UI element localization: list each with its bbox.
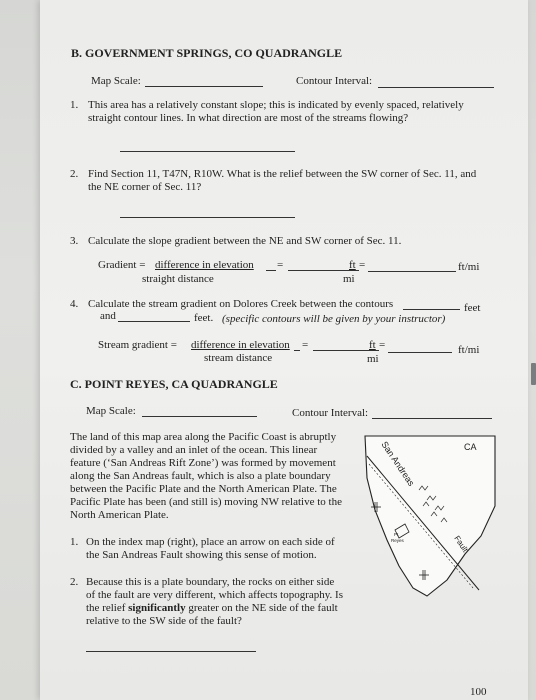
- section-c-map-scale-blank[interactable]: [142, 416, 257, 417]
- stream-mi-unit: mi: [367, 353, 379, 365]
- section-c-heading: C. POINT REYES, CA QUADRANGLE: [70, 377, 278, 391]
- q-b4-contour1-blank[interactable]: [403, 309, 460, 310]
- gradient-ftmi-unit: ft/mi: [458, 261, 480, 273]
- q-b4-instructor-note: (specific contours will be given by your instructor): [222, 313, 446, 325]
- q-b4-number: 4.: [70, 298, 79, 310]
- q-c1-number: 1.: [70, 536, 79, 548]
- q-c2-answer-blank[interactable]: [86, 651, 256, 652]
- q-c2-text-line4: relative to the SW side of the fault?: [86, 615, 242, 627]
- q-c2-text-line2: of the fault are very different, which affects topography. Is: [86, 589, 343, 601]
- section-b-map-scale-blank[interactable]: [145, 86, 263, 87]
- section-c-map-scale-label: Map Scale:: [86, 405, 136, 417]
- stream-ft-unit: ft: [369, 339, 376, 351]
- coastline-outline: [365, 436, 495, 596]
- q-c1-text-line1: On the index map (right), place an arrow on each side of: [86, 536, 335, 548]
- stream-gradient-label: Stream gradient =: [98, 339, 177, 351]
- q-b1-answer-blank[interactable]: [120, 151, 295, 152]
- section-c-contour-interval-blank[interactable]: [372, 418, 492, 419]
- section-c-contour-interval-label: Contour Interval:: [292, 407, 369, 419]
- index-map[interactable]: [361, 428, 499, 598]
- q-b2-number: 2.: [70, 168, 79, 180]
- section-b-contour-interval-label: Contour Interval:: [296, 75, 373, 87]
- intro-line-4: along the San Andreas fault, which is also a plate boundary: [70, 470, 331, 482]
- scroll-edge-marker: [531, 363, 536, 385]
- q-c2-greater: greater on the NE side of the fault: [188, 602, 338, 614]
- map-label-pt: Pt.: [394, 532, 400, 537]
- intro-line-5: between the Pacific Plate and the North American Plate. The: [70, 483, 337, 495]
- stream-numerator-rule: [294, 350, 300, 351]
- q-b4-feet-period: feet.: [194, 312, 214, 324]
- gradient-numerator-rule: [266, 270, 276, 271]
- gradient-mi-unit: mi: [343, 273, 355, 285]
- q-c2-significantly: significantly: [128, 602, 186, 614]
- q-c2-text-line1: Because this is a plate boundary, the rocks on either side: [86, 576, 335, 588]
- map-label-fault: Fault: [452, 534, 470, 554]
- q-b1-text-line1: This area has a relatively constant slope; this is indicated by evenly spaced, relatively: [88, 99, 464, 111]
- intro-line-2: divided by a valley and an inlet of the ocean. This linear: [70, 444, 318, 456]
- stream-equals-2: =: [379, 339, 386, 351]
- map-label-reyes: Reyes: [391, 538, 404, 543]
- q-c2-relief: the relief: [86, 602, 126, 614]
- q-b4-contour2-blank[interactable]: [118, 321, 190, 322]
- q-b2-text-line2: the NE corner of Sec. 11?: [88, 181, 202, 193]
- q-b4-and: and: [100, 310, 116, 322]
- gradient-ft-unit: ft: [349, 259, 356, 271]
- stream-gradient-numerator: difference in elevation: [191, 339, 290, 351]
- q-c1-text-line2: the San Andreas Fault showing this sense of motion.: [86, 549, 317, 561]
- q-b2-answer-blank[interactable]: [120, 217, 295, 218]
- q-c2-text-line3: [86, 602, 338, 615]
- intro-line-6: Pacific Plate has been (and still is) moving NW relative to the: [70, 496, 342, 508]
- gradient-equals-2: =: [359, 259, 366, 271]
- section-b-map-scale-label: Map Scale:: [91, 75, 141, 87]
- intro-line-7: North American Plate.: [70, 509, 169, 521]
- q-b2-text-line1: Find Section 11, T47N, R10W. What is the relief between the SW corner of Sec. 11, and: [88, 168, 477, 180]
- gradient-denominator: straight distance: [142, 273, 214, 285]
- map-label-ca: CA: [464, 442, 477, 452]
- stream-fraction-bar: [357, 350, 379, 351]
- q-b3-number: 3.: [70, 235, 79, 247]
- stream-ftmi-unit: ft/mi: [458, 344, 480, 356]
- q-b4-feet-unit: feet: [464, 302, 481, 314]
- gradient-fraction-bar: [337, 270, 359, 271]
- q-b3-text: Calculate the slope gradient between the NE and SW corner of Sec. 11.: [88, 235, 402, 247]
- gradient-label: Gradient =: [98, 259, 146, 271]
- stream-equals-1: =: [302, 339, 309, 351]
- intro-line-3: feature (‘San Andreas Rift Zone’) was formed by movement: [70, 457, 336, 469]
- stream-gradient-denominator: stream distance: [204, 352, 273, 364]
- section-b-contour-interval-blank[interactable]: [378, 87, 494, 88]
- section-b-heading: B. GOVERNMENT SPRINGS, CO QUADRANGLE: [71, 46, 343, 60]
- map-label-san-andreas: San Andreas: [379, 439, 417, 488]
- gradient-ftmi-blank[interactable]: [368, 271, 456, 272]
- q-c2-number: 2.: [70, 576, 79, 588]
- gradient-numerator: difference in elevation: [155, 259, 254, 271]
- stream-ftmi-blank[interactable]: [388, 352, 452, 353]
- page-number: 100: [470, 686, 487, 698]
- gradient-equals-1: =: [277, 259, 284, 271]
- q-b1-number: 1.: [70, 99, 79, 111]
- q-b4-text-line1: Calculate the stream gradient on Dolores Creek between the contours: [88, 298, 394, 310]
- q-b1-text-line2: straight contour lines. In what direction are most of the streams flowing?: [88, 112, 409, 124]
- intro-line-1: The land of this map area along the Pacific Coast is abruptly: [70, 431, 337, 443]
